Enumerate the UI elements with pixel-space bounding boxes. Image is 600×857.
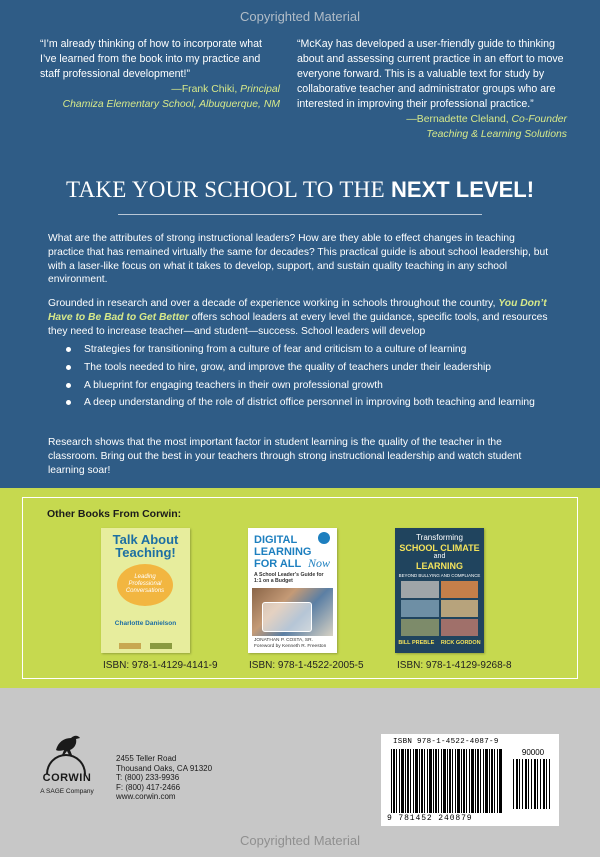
watermark-bottom: Copyrighted Material: [240, 833, 360, 848]
barcode-price-code: 90000: [521, 748, 545, 757]
endorsement-left-attribution: [40, 82, 280, 112]
badge-icon: [318, 532, 330, 544]
headline-divider: [118, 214, 482, 215]
barcode-price-bars: [513, 759, 551, 809]
endorsement-left-role: Principal: [240, 84, 280, 95]
cover-subtitle: Leading Professional Conversations: [125, 574, 165, 594]
logo-arc: [46, 754, 86, 774]
cover-authors: BILL PREBLE RICK GORDON: [398, 640, 481, 646]
list-item: A blueprint for engaging teachers in their own professional growth: [62, 379, 547, 393]
book-title-inline: You Don’t Have to Be Bad to Get Better: [48, 298, 547, 323]
book-isbn-2: ISBN: 978-1-4522-2005-5: [249, 660, 364, 671]
endorsement-left-org: Chamiza Elementary School, Albuquerque, NM: [62, 99, 280, 110]
endorsement-right-role: Co-Founder: [511, 114, 567, 125]
cover-title: DIGITAL LEARNING FOR ALL: [254, 534, 312, 570]
benefits-list: [62, 343, 547, 414]
crow-icon: [52, 732, 82, 756]
bullet-icon: [66, 383, 71, 388]
corwin-logo: [42, 728, 92, 808]
publisher-address: 2455 Teller Road Thousand Oaks, CA 91320 T: (800) 233-9936 F: (800) 417-2466 www.corwin.com: [116, 754, 213, 802]
cover-title-line2: SCHOOL CLIMATE: [399, 543, 480, 553]
bullet-icon: [66, 400, 71, 405]
endorsement-right: [297, 37, 567, 142]
barcode-bars: [391, 749, 503, 813]
cover-author: JONATHAN P. COSTA, SR. Foreword by Kenneth R. Freeston: [254, 638, 327, 649]
cover-title-line1: Transforming: [416, 533, 463, 542]
cover-subtitle: A School Leader’s Guide for 1:1 on a Budget: [254, 572, 324, 584]
publisher-tagline: A SAGE Company: [40, 788, 94, 795]
list-item: The tools needed to hire, grow, and improve the quality of teachers under their leadership: [62, 361, 547, 375]
headline: [0, 177, 600, 203]
description-paragraph-1: What are the attributes of strong instructional leaders? How are they able to effect changes in teaching practice that has remained virtually the same for decades? This practical guide is about school leadership, but with a laser-like focus on what it takes to develop, support, and sustain quality teaching in any school environment.: [48, 233, 549, 286]
endorsement-left-name: —Frank Chiki,: [171, 84, 238, 95]
isbn-barcode: [381, 734, 559, 826]
book-cover-talk-about-teaching[interactable]: [101, 528, 190, 653]
cover-title-line4: LEARNING: [416, 561, 463, 571]
paragraph-2-intro: Grounded in research and over a decade of experience working in schools throughout the country,: [48, 298, 496, 309]
cover-title: Talk About Teaching!: [112, 532, 179, 560]
other-books-heading: Other Books From Corwin:: [47, 508, 182, 520]
cover-author: Charlotte Danielson: [114, 620, 177, 627]
barcode-isbn-label: ISBN 978-1-4522-4087-9: [393, 738, 499, 746]
book-cover-digital-learning[interactable]: [248, 528, 337, 653]
publisher-name: CORWIN: [42, 772, 92, 784]
description-paragraph-2: [48, 297, 553, 338]
endorsement-right-name: —Bernadette Cleland,: [406, 114, 509, 125]
watermark-top: Copyrighted Material: [240, 9, 360, 24]
list-item: A deep understanding of the role of district office personnel in improving both teaching and learning: [62, 396, 547, 410]
endorsement-right-text: “McKay has developed a user-friendly guide to thinking about and assessing current practice in an effort to move everyone forward. This is a valuable text for study by collaborative teacher and administrator groups who are interested in improving their professional practice.”: [297, 38, 564, 110]
cover-title-now: Now: [308, 556, 331, 570]
headline-prefix: TAKE YOUR SCHOOL TO THE: [65, 177, 385, 202]
paragraph-2-rest: offers school leaders at every level the guidance, specific tools, and resources they need to increase teacher—and student—success. School leaders will develop: [48, 311, 548, 337]
endorsement-right-attribution: [297, 112, 567, 142]
cover-photo-grid: [401, 581, 478, 636]
publisher-strip: [101, 643, 190, 649]
book-isbn-3: ISBN: 978-1-4129-9268-8: [397, 660, 512, 671]
endorsement-left: [40, 37, 280, 112]
book-isbn-1: ISBN: 978-1-4129-4141-9: [103, 660, 218, 671]
cover-title-line3: and: [433, 553, 446, 560]
list-item: Strategies for transitioning from a culture of fear and criticism to a culture of learning: [62, 343, 547, 357]
barcode-digits: 9 781452 240879: [387, 814, 507, 823]
tablet-icon: [262, 602, 312, 632]
endorsement-left-text: “I’m already thinking of how to incorporate what I’ve learned from the book into my practice and staff professional development!”: [40, 38, 262, 80]
bullet-icon: [66, 347, 71, 352]
book-cover-transforming-school-climate[interactable]: [395, 528, 484, 653]
endorsement-right-org: Teaching & Learning Solutions: [426, 129, 567, 140]
headline-emphasis: NEXT LEVEL!: [391, 177, 535, 202]
cover-subtitle: BEYOND BULLYING AND COMPLIANCE: [398, 573, 481, 578]
description-paragraph-3: Research shows that the most important factor in student learning is the quality of the teacher in the classroom. Bring out the best in your teachers through strong instructional leadership and watch student learning soar!: [48, 437, 522, 476]
bullet-icon: [66, 365, 71, 370]
